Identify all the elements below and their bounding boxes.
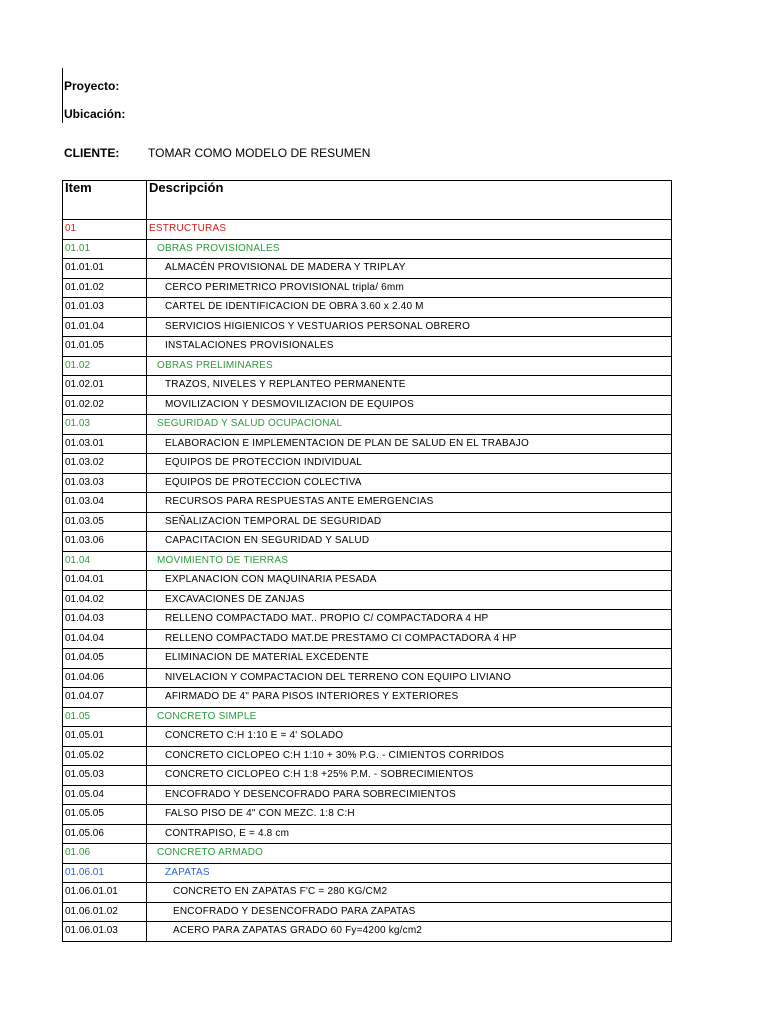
table-row — [63, 590, 672, 610]
item-code-cell: 01.04.05 — [63, 649, 147, 669]
item-description-cell: MOVIMIENTO DE TIERRAS — [147, 551, 672, 571]
table-row — [63, 844, 672, 864]
item-description-cell: MOVILIZACION Y DESMOVILIZACION DE EQUIPOS — [147, 395, 672, 415]
table-row — [63, 356, 672, 376]
item-code-cell: 01.06.01.01 — [63, 883, 147, 903]
item-description-cell: ELABORACION E IMPLEMENTACION DE PLAN DE SALUD EN EL TRABAJO — [147, 434, 672, 454]
table-row — [63, 649, 672, 669]
item-column-header: Item — [63, 181, 147, 220]
item-code-cell: 01.01.05 — [63, 337, 147, 357]
item-description-cell: EXCAVACIONES DE ZANJAS — [147, 590, 672, 610]
proyecto-label: Proyecto: — [64, 79, 120, 93]
item-description-cell: NIVELACION Y COMPACTACION DEL TERRENO CON EQUIPO LIVIANO — [147, 668, 672, 688]
item-code-cell: 01.01.04 — [63, 317, 147, 337]
item-code-cell: 01.02 — [63, 356, 147, 376]
item-description-cell: FALSO PISO DE 4" CON MEZC. 1:8 C:H — [147, 805, 672, 825]
item-code-cell: 01.04 — [63, 551, 147, 571]
item-description-cell: CONCRETO ARMADO — [147, 844, 672, 864]
item-code-cell: 01.04.03 — [63, 610, 147, 630]
item-description-cell: SEGURIDAD Y SALUD OCUPACIONAL — [147, 415, 672, 435]
left-border-line — [62, 68, 63, 123]
cliente-value: TOMAR COMO MODELO DE RESUMEN — [148, 146, 371, 160]
item-description-cell: RECURSOS PARA RESPUESTAS ANTE EMERGENCIAS — [147, 493, 672, 513]
item-code-cell: 01.05.04 — [63, 785, 147, 805]
cliente-label: CLIENTE: — [64, 146, 120, 160]
item-description-cell: ALMACÉN PROVISIONAL DE MADERA Y TRIPLAY — [147, 259, 672, 279]
item-code-cell: 01.03.06 — [63, 532, 147, 552]
table-header-row — [63, 181, 672, 220]
item-code-cell: 01.04.01 — [63, 571, 147, 591]
item-description-cell: CERCO PERIMETRICO PROVISIONAL tripla/ 6mm — [147, 278, 672, 298]
item-description-cell: CONTRAPISO, E = 4.8 cm — [147, 824, 672, 844]
item-code-cell: 01.06.01 — [63, 863, 147, 883]
item-code-cell: 01.01.01 — [63, 259, 147, 279]
item-code-cell: 01.06.01.03 — [63, 922, 147, 942]
item-code-cell: 01.03.02 — [63, 454, 147, 474]
table-row — [63, 610, 672, 630]
table-body — [63, 220, 672, 942]
item-description-cell: ENCOFRADO Y DESENCOFRADO PARA SOBRECIMIENTOS — [147, 785, 672, 805]
item-code-cell: 01.05.05 — [63, 805, 147, 825]
item-description-cell: CONCRETO C:H 1:10 E = 4' SOLADO — [147, 727, 672, 747]
item-description-cell: RELLENO COMPACTADO MAT.DE PRESTAMO CI COMPACTADORA 4 HP — [147, 629, 672, 649]
item-description-cell: OBRAS PRELIMINARES — [147, 356, 672, 376]
ubicacion-label: Ubicación: — [64, 107, 126, 121]
table-row — [63, 629, 672, 649]
item-code-cell: 01.01.02 — [63, 278, 147, 298]
table-row — [63, 415, 672, 435]
item-code-cell: 01.01.03 — [63, 298, 147, 318]
item-description-cell: ACERO PARA ZAPATAS GRADO 60 Fy=4200 kg/cm2 — [147, 922, 672, 942]
table-row — [63, 571, 672, 591]
item-code-cell: 01.05.02 — [63, 746, 147, 766]
table-row — [63, 668, 672, 688]
item-description-cell: EQUIPOS DE PROTECCION INDIVIDUAL — [147, 454, 672, 474]
table-row — [63, 298, 672, 318]
table-row — [63, 512, 672, 532]
item-description-cell: ENCOFRADO Y DESENCOFRADO PARA ZAPATAS — [147, 902, 672, 922]
table-row — [63, 922, 672, 942]
table-row — [63, 434, 672, 454]
item-code-cell: 01.06.01.02 — [63, 902, 147, 922]
item-description-cell: CONCRETO CICLOPEO C:H 1:10 + 30% P.G. - CIMIENTOS CORRIDOS — [147, 746, 672, 766]
item-description-cell: CONCRETO EN ZAPATAS F'C = 280 KG/CM2 — [147, 883, 672, 903]
item-code-cell: 01.05 — [63, 707, 147, 727]
description-column-header: Descripción — [147, 181, 672, 220]
table-row — [63, 395, 672, 415]
item-code-cell: 01.04.06 — [63, 668, 147, 688]
item-code-cell: 01.05.03 — [63, 766, 147, 786]
table-row — [63, 883, 672, 903]
item-code-cell: 01.06 — [63, 844, 147, 864]
item-code-cell: 01.02.02 — [63, 395, 147, 415]
table-row — [63, 278, 672, 298]
table-row — [63, 454, 672, 474]
item-code-cell: 01.01 — [63, 239, 147, 259]
item-description-cell: SEÑALIZACION TEMPORAL DE SEGURIDAD — [147, 512, 672, 532]
item-description-cell: CARTEL DE IDENTIFICACION DE OBRA 3.60 x 2.40 M — [147, 298, 672, 318]
table-row — [63, 532, 672, 552]
table-row — [63, 493, 672, 513]
table-row — [63, 239, 672, 259]
table-row — [63, 824, 672, 844]
item-code-cell: 01.02.01 — [63, 376, 147, 396]
table-row — [63, 376, 672, 396]
item-description-cell: CAPACITACION EN SEGURIDAD Y SALUD — [147, 532, 672, 552]
item-description-cell: RELLENO COMPACTADO MAT.. PROPIO C/ COMPACTADORA 4 HP — [147, 610, 672, 630]
item-code-cell: 01 — [63, 220, 147, 240]
table-row — [63, 746, 672, 766]
table-row — [63, 902, 672, 922]
table-row — [63, 727, 672, 747]
table-row — [63, 688, 672, 708]
item-description-cell: INSTALACIONES PROVISIONALES — [147, 337, 672, 357]
table-row — [63, 805, 672, 825]
item-code-cell: 01.03.04 — [63, 493, 147, 513]
table-row — [63, 473, 672, 493]
item-code-cell: 01.03.05 — [63, 512, 147, 532]
item-code-cell: 01.03.01 — [63, 434, 147, 454]
item-description-cell: CONCRETO CICLOPEO C:H 1:8 +25% P.M. - SOBRECIMIENTOS — [147, 766, 672, 786]
table-row — [63, 220, 672, 240]
item-description-cell: ESTRUCTURAS — [147, 220, 672, 240]
table-row — [63, 259, 672, 279]
table-row — [63, 317, 672, 337]
table-row — [63, 766, 672, 786]
table-row — [63, 863, 672, 883]
item-code-cell: 01.04.04 — [63, 629, 147, 649]
item-description-cell: ELIMINACION DE MATERIAL EXCEDENTE — [147, 649, 672, 669]
item-code-cell: 01.04.02 — [63, 590, 147, 610]
table-row — [63, 785, 672, 805]
item-code-cell: 01.05.01 — [63, 727, 147, 747]
item-description-cell: ZAPATAS — [147, 863, 672, 883]
item-code-cell: 01.05.06 — [63, 824, 147, 844]
item-code-cell: 01.03 — [63, 415, 147, 435]
budget-items-table — [62, 180, 672, 942]
item-description-cell: EQUIPOS DE PROTECCION COLECTIVA — [147, 473, 672, 493]
table-row — [63, 551, 672, 571]
table-row — [63, 337, 672, 357]
item-code-cell: 01.04.07 — [63, 688, 147, 708]
item-code-cell: 01.03.03 — [63, 473, 147, 493]
table-row — [63, 707, 672, 727]
item-description-cell: SERVICIOS HIGIENICOS Y VESTUARIOS PERSONAL OBRERO — [147, 317, 672, 337]
item-description-cell: CONCRETO SIMPLE — [147, 707, 672, 727]
item-description-cell: AFIRMADO DE 4" PARA PISOS INTERIORES Y EXTERIORES — [147, 688, 672, 708]
item-description-cell: TRAZOS, NIVELES Y REPLANTEO PERMANENTE — [147, 376, 672, 396]
item-description-cell: OBRAS PROVISIONALES — [147, 239, 672, 259]
item-description-cell: EXPLANACION CON MAQUINARIA PESADA — [147, 571, 672, 591]
